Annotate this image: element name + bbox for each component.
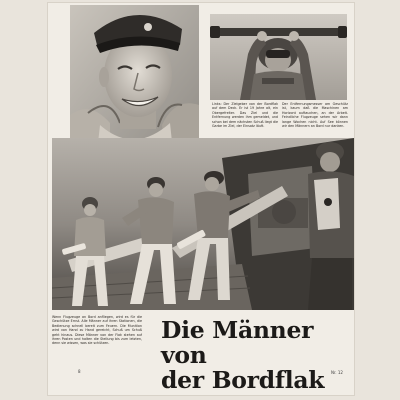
page-number-left: 8 <box>78 369 81 374</box>
headline-line-2: der Bordflak <box>161 366 325 394</box>
gun-crew-photo <box>52 138 354 310</box>
caption-bottom: Wenn Flugzeuge an Bord anfliegen, wird es für die Geschütze Ernst. Alle Männer auf ihren Stationen, die Bedienung schnell bereit zum Feuern. Die Munition wird von Hand zu Hand gereicht, Schuß um Schuß geht hinaus. Diese Männer von der Flak stehen auf ihren Posten und halten die Stellung bis zum letzten, denn sie wissen, was sie schützen. <box>52 315 142 346</box>
headline-line-1: Die Männer von <box>161 316 314 369</box>
magazine-page <box>48 3 354 395</box>
caption-top-left: Links: Der Zielgeber von der Bordflak auf dem Deck. Er ist 19 Jahre alt, ein Obergefreiter. Das Ziel und die Entfernung werden ihm gemeldet, und schon bei dem nächsten Schuß liegt die Garbe im Ziel, der Einsatz läuft. <box>212 102 278 129</box>
article-headline <box>161 318 353 393</box>
caption-top-right: Der Entfernungsmesser am Geschütz ist, kaum daß die Maschinen am Horizont auftauchen, an der Arbeit. Feindliche Flugzeuge sehen wir dann lange Wochen nicht. Auf See können wir den Männern an Bord nur danken. <box>282 102 348 129</box>
page-number-right: Nr. 12 <box>331 370 343 375</box>
rangefinder-photo <box>210 14 347 100</box>
